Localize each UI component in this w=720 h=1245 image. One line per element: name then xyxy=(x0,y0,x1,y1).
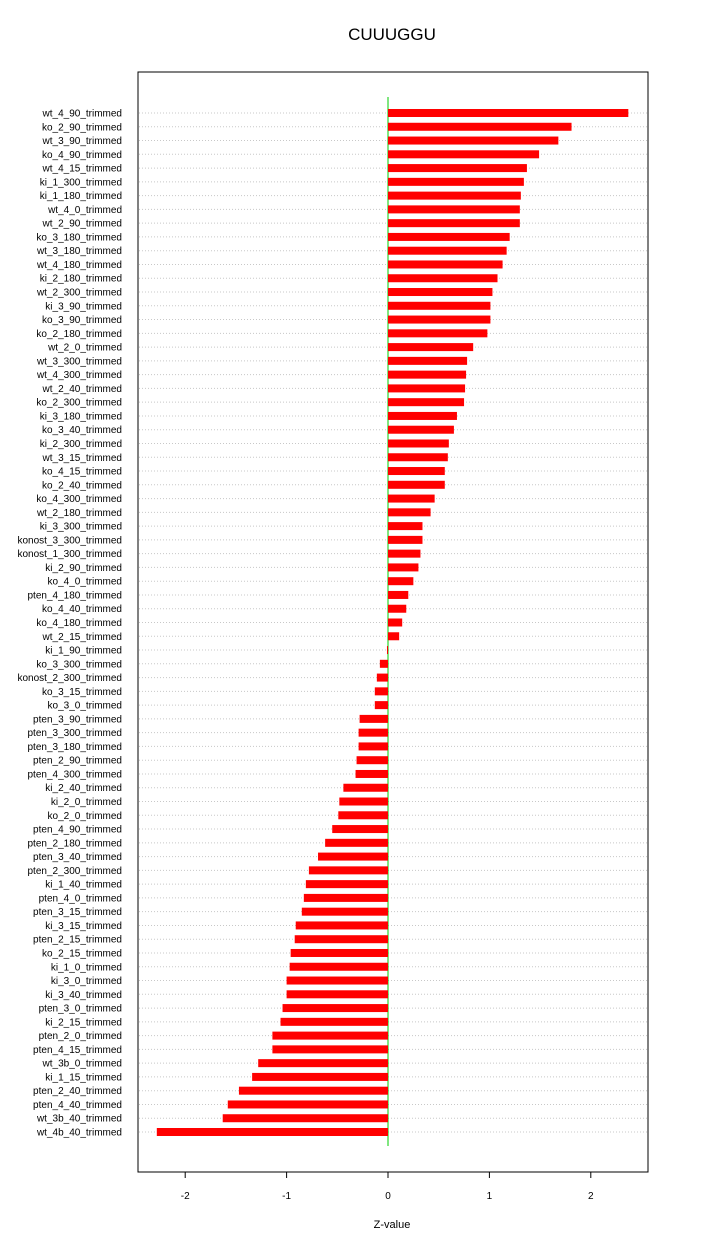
category-label: pten_4_300_trimmed xyxy=(27,769,122,781)
bars xyxy=(157,109,629,1136)
bar xyxy=(388,619,402,627)
bar xyxy=(157,1128,388,1136)
category-label: pten_2_40_trimmed xyxy=(33,1086,122,1098)
bar xyxy=(388,260,503,268)
category-label: pten_4_0_trimmed xyxy=(38,893,122,905)
bar xyxy=(343,784,388,792)
category-label: ki_3_90_trimmed xyxy=(45,301,122,313)
bar xyxy=(375,687,388,695)
bar xyxy=(252,1073,388,1081)
category-label: ki_2_90_trimmed xyxy=(45,562,122,574)
category-label: wt_3_15_trimmed xyxy=(42,452,122,464)
bar xyxy=(388,178,524,186)
category-label: ko_2_300_trimmed xyxy=(36,397,122,409)
category-label: wt_2_15_trimmed xyxy=(42,631,122,643)
bar xyxy=(223,1114,388,1122)
x-tick-label: 1 xyxy=(486,1191,493,1202)
bar xyxy=(388,205,520,213)
bar xyxy=(388,274,498,282)
category-label: wt_3b_40_trimmed xyxy=(36,1113,122,1125)
bar xyxy=(388,536,422,544)
category-label: pten_3_40_trimmed xyxy=(33,852,122,864)
bar xyxy=(309,866,388,874)
category-label: pten_2_15_trimmed xyxy=(33,934,122,946)
category-label: pten_2_90_trimmed xyxy=(33,755,122,767)
bar xyxy=(306,880,388,888)
bar xyxy=(388,495,435,503)
category-label: ki_2_40_trimmed xyxy=(45,783,122,795)
x-axis xyxy=(181,1172,594,1202)
x-tick-label: 0 xyxy=(385,1191,391,1202)
bar xyxy=(332,825,388,833)
category-label: ko_2_40_trimmed xyxy=(41,480,122,492)
bar xyxy=(338,811,388,819)
category-label: ki_1_40_trimmed xyxy=(45,879,122,891)
category-label: pten_4_15_trimmed xyxy=(33,1044,122,1056)
category-label: ko_4_0_trimmed xyxy=(47,576,122,588)
category-label: wt_3b_0_trimmed xyxy=(42,1058,122,1070)
bar xyxy=(387,646,388,654)
bar xyxy=(356,770,388,778)
category-label: ki_2_15_trimmed xyxy=(45,1017,122,1029)
category-label: ki_2_0_trimmed xyxy=(50,797,122,809)
bar xyxy=(388,247,507,255)
category-label: pten_3_0_trimmed xyxy=(38,1003,122,1015)
bar xyxy=(281,1018,388,1026)
category-label: ko_4_180_trimmed xyxy=(36,618,122,629)
category-label: konost_2_300_trimmed xyxy=(17,673,122,685)
x-tick-label: -1 xyxy=(282,1191,292,1202)
bar xyxy=(388,150,539,158)
bar xyxy=(388,426,454,434)
bar xyxy=(388,302,490,310)
bar xyxy=(388,343,473,351)
bar xyxy=(287,990,388,998)
bar xyxy=(287,977,388,985)
category-label: pten_4_40_trimmed xyxy=(33,1099,122,1111)
x-tick-label: 2 xyxy=(588,1191,594,1202)
bar xyxy=(388,123,572,131)
bar xyxy=(388,467,445,475)
category-label: ko_4_40_trimmed xyxy=(41,604,122,616)
category-label: wt_4_300_trimmed xyxy=(36,370,122,382)
bar xyxy=(388,577,413,585)
category-labels xyxy=(17,109,122,1139)
bar xyxy=(388,371,466,379)
chart-title: CUUUGGU xyxy=(348,25,436,44)
category-label: ko_3_90_trimmed xyxy=(41,315,122,327)
bar xyxy=(388,412,457,420)
bar xyxy=(388,329,487,337)
bar xyxy=(296,921,388,929)
category-label: ko_3_180_trimmed xyxy=(36,232,122,244)
category-label: pten_2_300_trimmed xyxy=(27,865,122,877)
bar xyxy=(388,109,628,117)
bar xyxy=(388,316,490,324)
category-label: ki_2_300_trimmed xyxy=(39,438,122,450)
category-label: ki_3_40_trimmed xyxy=(45,989,122,1001)
category-label: wt_3_300_trimmed xyxy=(36,356,122,368)
bar xyxy=(388,288,492,296)
category-label: ko_2_180_trimmed xyxy=(36,328,122,340)
category-label: pten_2_0_trimmed xyxy=(38,1031,122,1043)
bar xyxy=(388,563,418,571)
category-label: ko_3_40_trimmed xyxy=(41,425,122,437)
bar xyxy=(388,550,420,558)
category-label: ko_4_300_trimmed xyxy=(36,494,122,506)
bar xyxy=(359,742,388,750)
category-label: pten_3_300_trimmed xyxy=(27,728,122,740)
category-label: ki_3_180_trimmed xyxy=(39,411,122,423)
category-label: ko_2_15_trimmed xyxy=(41,948,122,960)
x-axis-label: Z-value xyxy=(373,1219,411,1231)
bar xyxy=(388,164,527,172)
bar xyxy=(388,453,448,461)
category-label: ki_1_15_trimmed xyxy=(45,1072,122,1084)
bar xyxy=(380,660,388,668)
bar xyxy=(339,798,388,806)
category-label: wt_4_0_trimmed xyxy=(48,204,122,216)
category-label: ko_2_0_trimmed xyxy=(47,810,122,822)
category-label: ko_3_15_trimmed xyxy=(41,686,122,698)
bar xyxy=(228,1100,388,1108)
bar xyxy=(295,935,388,943)
category-label: pten_3_15_trimmed xyxy=(33,907,122,919)
bar xyxy=(325,839,388,847)
category-label: pten_4_180_trimmed xyxy=(27,590,122,602)
category-label: ki_3_15_trimmed xyxy=(45,920,122,932)
bar xyxy=(318,853,388,861)
bar xyxy=(360,715,388,723)
category-label: ko_2_90_trimmed xyxy=(41,122,122,134)
bar xyxy=(375,701,388,709)
bar xyxy=(377,674,388,682)
bar xyxy=(258,1059,388,1067)
category-label: wt_4_90_trimmed xyxy=(42,108,122,120)
bar xyxy=(388,591,408,599)
category-label: ki_2_180_trimmed xyxy=(39,273,122,285)
category-label: pten_2_180_trimmed xyxy=(27,838,122,850)
bar xyxy=(388,522,422,530)
bar xyxy=(291,949,388,957)
category-label: wt_2_0_trimmed xyxy=(48,342,122,354)
bar xyxy=(388,137,558,145)
bar xyxy=(239,1087,388,1095)
x-tick-label: -2 xyxy=(180,1191,190,1202)
category-label: wt_2_300_trimmed xyxy=(36,287,122,299)
category-label: ko_4_90_trimmed xyxy=(41,149,122,161)
bar xyxy=(290,963,388,971)
bar xyxy=(388,233,510,241)
category-label: ki_1_180_trimmed xyxy=(39,191,122,203)
category-label: pten_3_180_trimmed xyxy=(27,741,122,753)
bar xyxy=(283,1004,388,1012)
bar xyxy=(388,398,464,406)
category-label: ki_1_90_trimmed xyxy=(45,645,122,657)
category-label: wt_3_180_trimmed xyxy=(36,246,122,258)
bar xyxy=(388,357,467,365)
category-label: wt_3_90_trimmed xyxy=(42,136,122,148)
bar xyxy=(357,756,388,764)
bar xyxy=(388,219,520,227)
category-label: wt_4_15_trimmed xyxy=(42,163,122,175)
category-label: wt_2_180_trimmed xyxy=(36,507,122,519)
category-label: pten_4_90_trimmed xyxy=(33,824,122,836)
category-label: ki_3_300_trimmed xyxy=(39,521,122,533)
bar xyxy=(359,729,388,737)
category-label: ki_3_0_trimmed xyxy=(50,976,122,988)
bar xyxy=(388,632,399,640)
category-label: konost_3_300_trimmed xyxy=(17,535,122,547)
bar xyxy=(388,192,521,200)
category-label: wt_4b_40_trimmed xyxy=(36,1127,122,1139)
category-label: ko_3_300_trimmed xyxy=(36,659,122,671)
category-label: ko_3_0_trimmed xyxy=(47,700,122,712)
bar xyxy=(388,508,431,516)
bar xyxy=(272,1032,388,1040)
category-label: wt_2_90_trimmed xyxy=(42,218,122,230)
category-label: wt_2_40_trimmed xyxy=(42,383,122,395)
bar xyxy=(388,384,465,392)
bar xyxy=(388,605,406,613)
category-label: wt_4_180_trimmed xyxy=(36,259,122,271)
bar xyxy=(272,1045,388,1053)
bar xyxy=(388,439,449,447)
category-label: ki_1_0_trimmed xyxy=(50,962,122,974)
category-label: konost_1_300_trimmed xyxy=(17,549,122,561)
bar xyxy=(304,894,388,902)
category-label: ko_4_15_trimmed xyxy=(41,466,122,478)
bar xyxy=(302,908,388,916)
category-label: ki_1_300_trimmed xyxy=(39,177,122,189)
bar xyxy=(388,481,445,489)
category-label: pten_3_90_trimmed xyxy=(33,714,122,726)
